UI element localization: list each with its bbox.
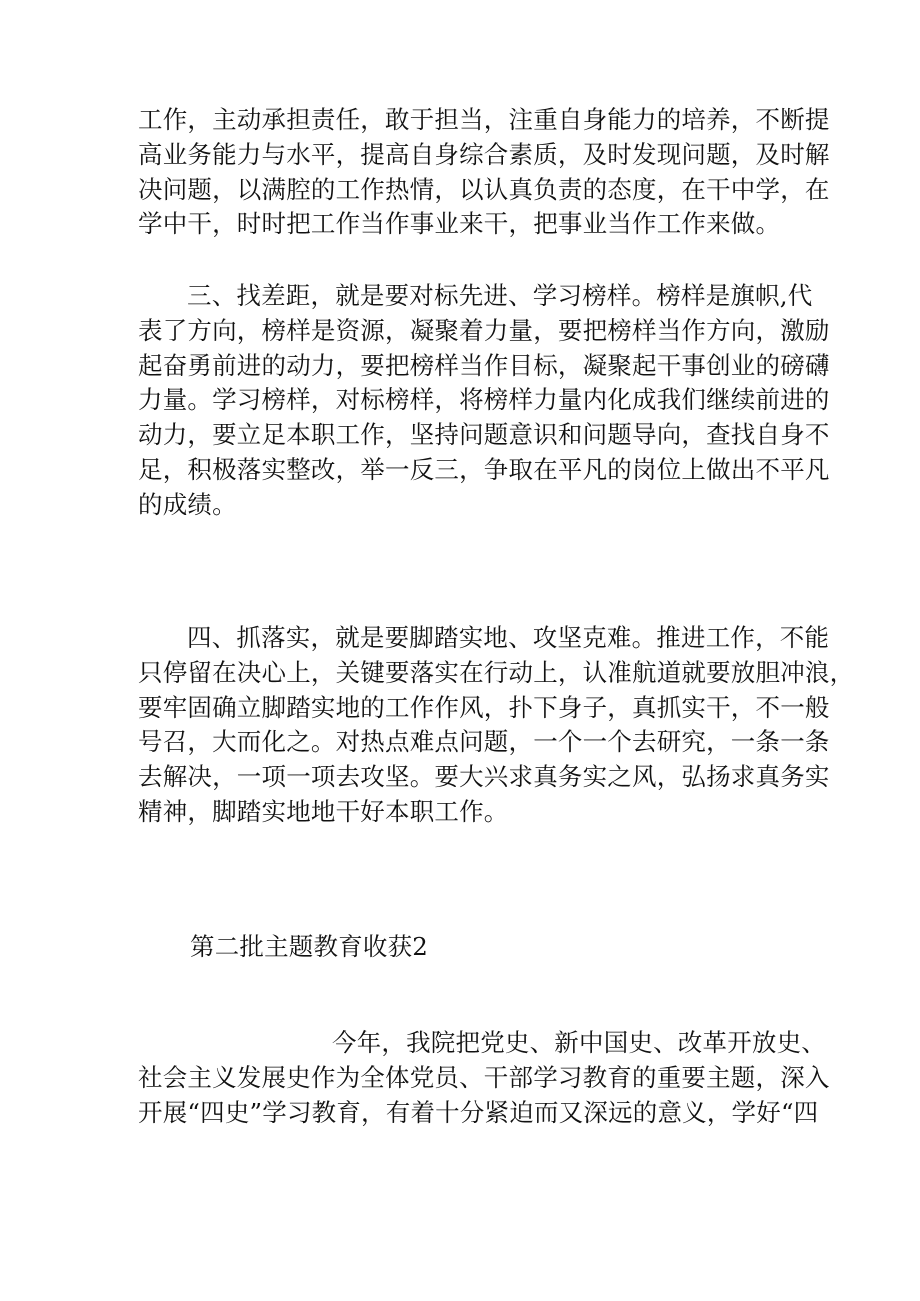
- text-line: 社会主义发展史作为全体党员、干部学习教育的重要主题，深入: [138, 1062, 830, 1092]
- text-line: 只停留在决心上，关键要落实在行动上，认准航道就要放胆冲浪，: [138, 657, 855, 687]
- heading-text: 第二批主题教育收获2: [190, 932, 429, 961]
- text-line: 三、找差距，就是要对标先进、学习榜样。榜样是旗帜,代: [187, 281, 813, 310]
- text-line: 起奋勇前进的动力，要把榜样当作目标，凝聚起干事创业的磅礴: [138, 350, 830, 380]
- text-line: 要牢固确立脚踏实地的工作作风，扑下身子，真抓实干，不一般: [138, 692, 830, 722]
- text-line: 开展“四史”学习教育，有着十分紧迫而又深远的意义，学好“四: [138, 1097, 819, 1127]
- text-line: 工作，主动承担责任，敢于担当，注重自身能力的培养，不断提: [138, 105, 830, 134]
- text-line: 决问题，以满腔的工作热情，以认真负责的态度，在干中学，在: [138, 174, 830, 204]
- text-line: 力量。学习榜样，对标榜样，将榜样力量内化成我们继续前进的: [138, 385, 830, 415]
- text-line: 表了方向，榜样是资源，凝聚着力量，要把榜样当作方向，激励: [138, 315, 830, 345]
- text-line: 精神，脚踏实地地干好本职工作。: [138, 796, 509, 826]
- text-line: 今年，我院把党史、新中国史、改革开放史、: [332, 1028, 826, 1057]
- text-line: 的成绩。: [138, 489, 237, 519]
- text-line: 学中干，时时把工作当作事业来干，把事业当作工作来做。: [138, 209, 781, 239]
- text-line: 号召，大而化之。对热点难点问题，一个一个去研究，一条一条: [138, 727, 830, 757]
- paragraph-four-histories: [138, 1026, 830, 1130]
- paragraph-work-attitude: [138, 103, 830, 242]
- text-line: 足，积极落实整改，举一反三，争取在平凡的岗位上做出不平凡: [138, 454, 830, 484]
- text-line: 高业务能力与水平，提高自身综合素质，及时发现问题，及时解: [138, 139, 830, 169]
- text-line: 四、抓落实，就是要脚踏实地、攻坚克难。推进工作，不能: [187, 623, 830, 652]
- section-heading: [190, 930, 590, 965]
- text-line: 动力，要立足本职工作，坚持问题意识和问题导向，查找自身不: [138, 420, 830, 450]
- paragraph-find-gaps: [138, 279, 830, 523]
- paragraph-implementation: [138, 621, 855, 830]
- text-line: 去解决，一项一项去攻坚。要大兴求真务实之风，弘扬求真务实: [138, 762, 830, 792]
